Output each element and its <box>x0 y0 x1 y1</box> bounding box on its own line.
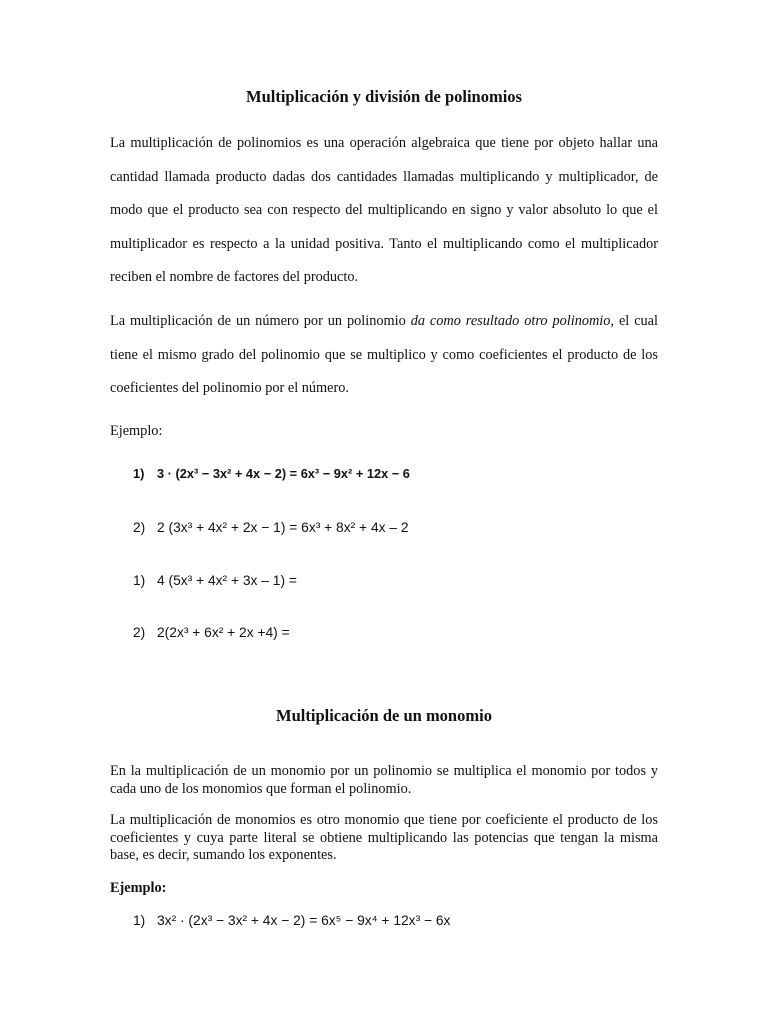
paragraph-italic-phrase: da como resultado otro polinomio, <box>410 313 615 329</box>
example-label: Ejemplo: <box>110 880 167 896</box>
example-number: 1) <box>133 466 145 481</box>
paragraph-text-end: el cual tiene el mismo grado del polinomio que se multiplico y como coeficientes el producto de los coeficientes del polinomio por el número. <box>110 313 659 396</box>
example-item <box>133 625 290 640</box>
example-number: 2) <box>133 520 146 535</box>
example-expression: 3 · (2x³ − 3x² + 4x − 2) = 6x³ − 9x² + 12x − 6 <box>157 466 410 481</box>
example-expression: 3x² · (2x³ − 3x² + 4x − 2) = 6x⁵ − 9x⁴ + 12x³ − 6x <box>157 913 451 928</box>
paragraph-polynomial-multiplication: La multiplicación de polinomios es una operación algebraica que tiene por objeto hallar una cantidad llamada producto dadas dos cantidades llamadas multiplicando y multiplicador, de modo que el producto sea con respecto del multiplicando en signo y valor absoluto lo que el multiplicador es respecto a la unidad positiva. Tanto el multiplicando como el multiplicador reciben el nombre de factores del producto. <box>110 135 658 285</box>
example-item <box>133 520 409 535</box>
example-expression: 4 (5x³ + 4x² + 3x – 1) = <box>157 573 297 588</box>
paragraph-monomial-multiplication: La multiplicación de monomios es otro monomio que tiene por coeficiente el producto de los coeficientes y cuya parte literal se obtiene multiplicando las potencias que tengan la misma base, es decir, sumando los exponentes. <box>110 812 658 863</box>
section-title-monomial: Multiplicación de un monomio <box>276 706 492 725</box>
example-label: Ejemplo: <box>110 423 163 439</box>
example-item <box>133 573 297 588</box>
example-expression: 2 (3x³ + 4x² + 2x − 1) = 6x³ + 8x² + 4x – 2 <box>157 520 409 535</box>
paragraph-number-by-polynomial <box>110 305 658 406</box>
paragraph-monomial-by-polynomial: En la multiplicación de un monomio por un polinomio se multiplica el monomio por todos y cada uno de los monomios que forman el polinomio. <box>110 763 658 797</box>
example-number: 1) <box>133 573 146 588</box>
paragraph-text-start: La multiplicación de un número por un polinomio <box>110 313 411 329</box>
example-item <box>133 466 410 481</box>
example-number: 1) <box>133 913 146 928</box>
section-title-polynomials: Multiplicación y división de polinomios <box>246 87 522 106</box>
example-item <box>133 913 450 928</box>
example-number: 2) <box>133 625 146 640</box>
example-expression: 2(2x³ + 6x² + 2x +4) = <box>157 625 290 640</box>
